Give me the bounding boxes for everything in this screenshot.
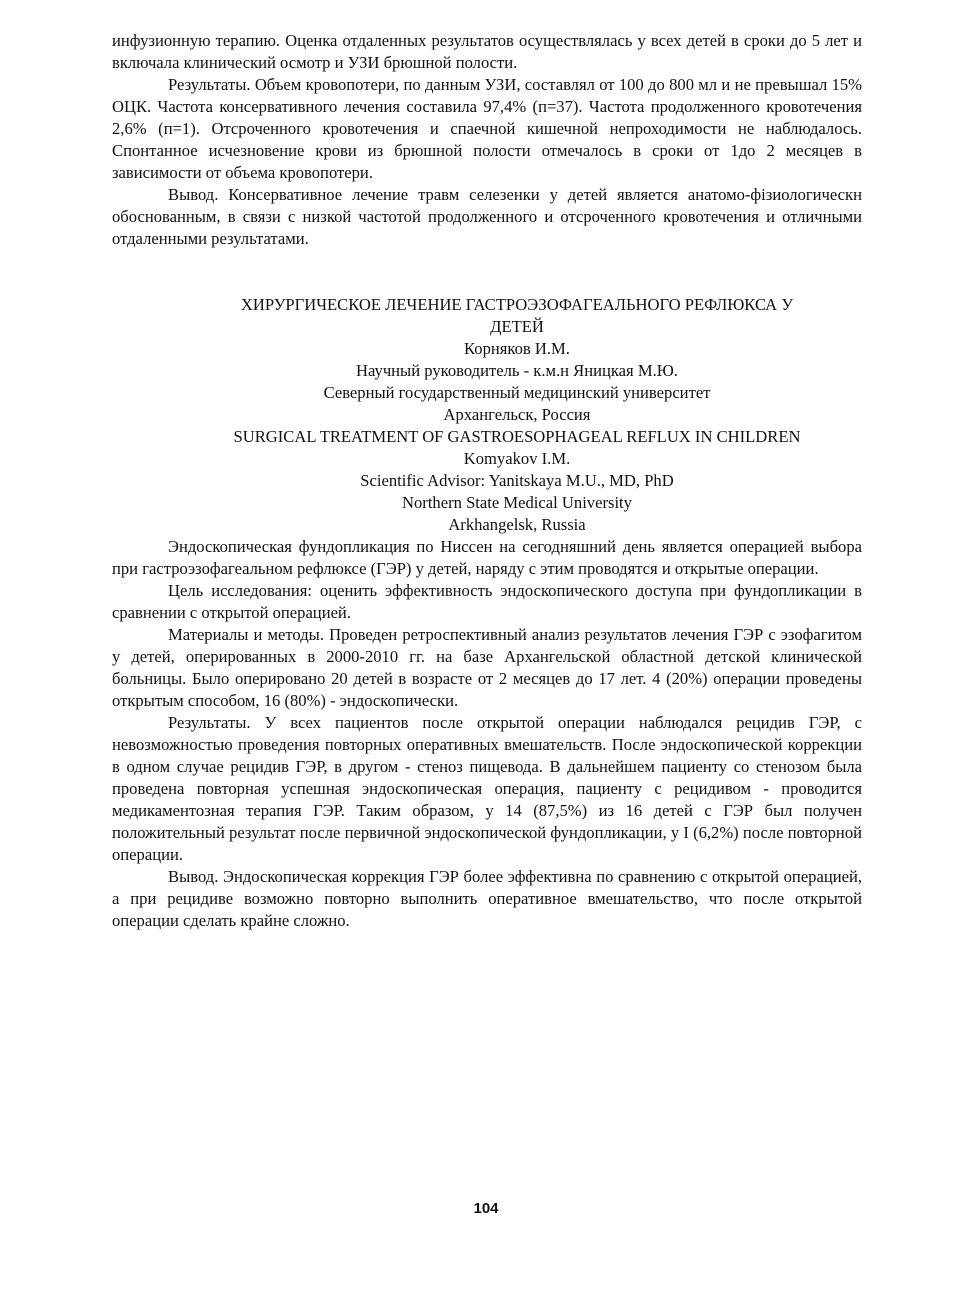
article-title-ru-line1: ХИРУРГИЧЕСКОЕ ЛЕЧЕНИЕ ГАСТРОЭЗОФАГЕАЛЬНОГО РЕФЛЮКСА У — [240, 295, 794, 314]
article-title-ru-line2: ДЕТЕЙ — [490, 317, 544, 336]
section-gap — [112, 250, 862, 294]
author-ru: Корняков И.М. — [464, 339, 570, 358]
paragraph-conclusion: Вывод. Эндоскопическая коррекция ГЭР более эффективна по сравнению с открытой операцией, а при рецидиве возможно повторно выполнить оперативное вмешательство, что после открытой операции сделать крайне сложно. — [112, 867, 862, 930]
paragraph-intro: Эндоскопическая фундопликация по Ниссен на сегодняшний день является операцией выбора при гастроэзофагеальном рефлюксе (ГЭР) у детей, наряду с этим проводятся и открытые операции. — [112, 537, 862, 578]
article-heading — [142, 294, 892, 536]
paragraph-aim: Цель исследования: оценить эффективность эндоскопического доступа при фундопликации в сравнении с открытой операцией. — [112, 581, 862, 622]
paragraph-methods: Материалы и методы. Проведен ретроспективный анализ результатов лечения ГЭР с эзофагитом у детей, оперированных в 2000-2010 гг. на базе Архангельской областной детской клинической больницы. Было оперировано 20 детей в возрасте от 2 месяцев до 17 лет. 4 (20%) операции проведены открытым способом, 16 (80%) - эндоскопически. — [112, 625, 862, 710]
prev-paragraph-1: инфузионную терапию. Оценка отдаленных результатов осуществлялась у всех детей в сроки до 5 лет и включала клинический осмотр и УЗИ брюшной полости. — [112, 31, 862, 72]
page-content — [112, 30, 862, 932]
city-en: Arkhangelsk, Russia — [448, 515, 586, 534]
university-ru: Северный государственный медицинский университет — [323, 383, 711, 402]
prev-paragraph-results: Результаты. Объем кровопотери, по данным УЗИ, составлял от 100 до 800 мл и не превышал 15% ОЦК. Частота консервативного лечения составила 97,4% (п=37). Частота продолженного кровотечения 2,6% (п=1). Отсроченного кровотечения и спаечной кишечной непроходимости не наблюдалось. Спонтанное исчезновение крови из брюшной полости отмечалось в сроки от 1до 2 месяцев в зависимости от объема кровопотери. — [112, 75, 862, 182]
advisor-ru: Научный руководитель - к.м.н Яницкая М.Ю. — [356, 361, 678, 380]
university-en: Northern State Medical University — [402, 493, 632, 512]
page-number: 104 — [473, 1200, 499, 1217]
city-ru: Архангельск, Россия — [443, 405, 591, 424]
article-title-en: SURGICAL TREATMENT OF GASTROESOPHAGEAL REFLUX IN CHILDREN — [233, 427, 801, 446]
prev-paragraph-conclusion: Вывод. Консервативное лечение травм селезенки у детей является анатомо-фізиологическн обоснованным, в связи с низкой частотой продолженного и отсроченного кровотечения и отличными отдаленными результатами. — [112, 185, 862, 248]
author-en: Komyakov I.M. — [463, 449, 571, 468]
paragraph-results: Результаты. У всех пациентов после открытой операции наблюдался рецидив ГЭР, с невозможностью проведения повторных оперативных вмешательств. После эндоскопической коррекции в одном случае рецидив ГЭР, в другом - стеноз пищевода. В дальнейшем пациенту со стенозом была проведена повторная успешная эндоскопическая операция, пациенту с рецидивом - проводится медикаментозная терапия ГЭР. Таким образом, у 14 (87,5%) из 16 детей с ГЭР был получен положительный результат после первичной эндоскопической фундопликации, у I (6,2%) после повторной операции. — [112, 713, 862, 864]
advisor-en: Scientific Advisor: Yanitskaya M.U., MD, PhD — [360, 471, 674, 490]
